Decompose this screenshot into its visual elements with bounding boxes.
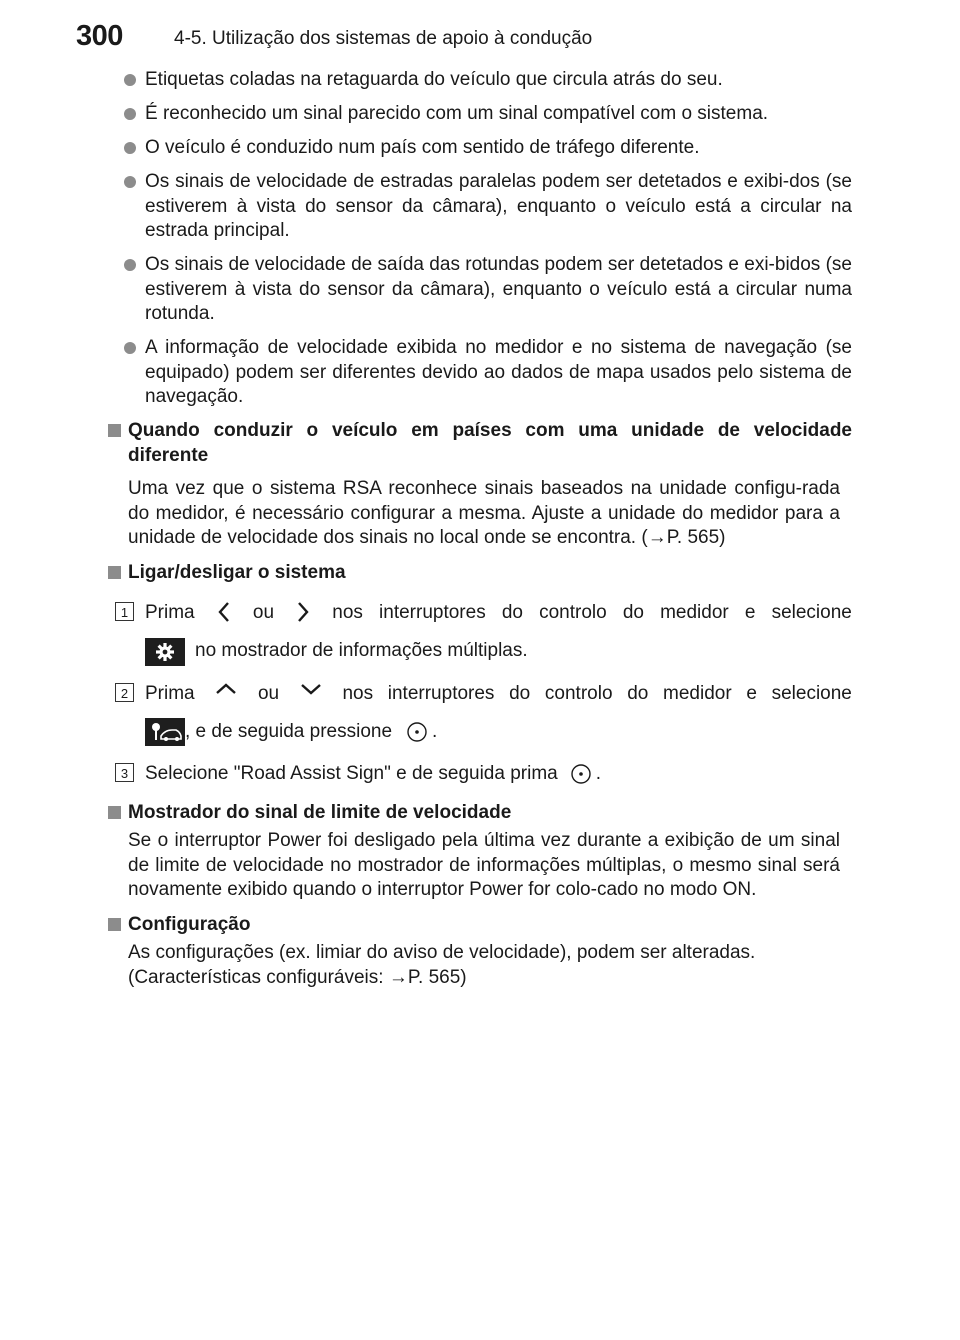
section-marker-icon xyxy=(108,424,121,437)
section-speed-unit xyxy=(106,419,852,551)
section-heading: Configuração xyxy=(106,913,852,938)
chevron-down-icon xyxy=(300,682,322,696)
list-item: Etiquetas coladas na retaguarda do veículo que circula atrás do seu. xyxy=(106,68,852,93)
section-marker-icon xyxy=(108,806,121,819)
step-1 xyxy=(106,601,852,666)
section-marker-icon xyxy=(108,918,121,931)
section-body: Uma vez que o sistema RSA reconhece sinais baseados na unidade configu-rada do medidor, é necessário configurar a mesma. Ajuste a unidade do medidor para a unidade de velocidade dos sinais no local onde se encontra. (→P. 565) xyxy=(128,478,840,548)
chevron-right-icon xyxy=(296,601,310,623)
ok-button-icon xyxy=(570,763,592,785)
bullet-icon xyxy=(124,176,136,188)
list-item: Os sinais de velocidade de estradas paralelas podem ser detetados e exibi-dos (se estiverem à vista do sensor da câmara), enquanto o veículo está a circular na estrada principal. xyxy=(106,170,852,244)
chevron-up-icon xyxy=(215,682,237,696)
list-item: A informação de velocidade exibida no medidor e no sistema de navegação (se equipado) podem ser diferentes devido ao dados de mapa usados pelo sistema de navegação. xyxy=(106,336,852,410)
bullet-icon xyxy=(124,108,136,120)
section-heading: Ligar/desligar o sistema xyxy=(106,561,852,586)
bullet-icon xyxy=(124,259,136,271)
step-3 xyxy=(106,762,852,787)
section-on-off xyxy=(106,561,852,787)
page-number: 300 xyxy=(76,20,123,52)
ok-button-icon xyxy=(406,721,428,743)
bullet-icon xyxy=(124,142,136,154)
chapter-title: 4-5. Utilização dos sistemas de apoio à condução xyxy=(174,28,593,49)
chevron-left-icon xyxy=(217,601,231,623)
section-limit-display xyxy=(106,801,852,903)
step-line: Prima ou nos interruptores do controlo do medidor e selecione xyxy=(145,602,852,623)
section-heading: Mostrador do sinal de limite de velocidade xyxy=(106,801,852,826)
gear-icon xyxy=(145,638,185,666)
bullet-icon xyxy=(124,342,136,354)
step-2 xyxy=(106,682,852,747)
step-number: 1 xyxy=(115,602,134,621)
page-header xyxy=(76,18,936,62)
step-line: , e de seguida pressione . xyxy=(145,718,852,746)
step-line: Prima ou nos interruptores do controlo do medidor e selecione xyxy=(145,682,852,704)
section-marker-icon xyxy=(108,566,121,579)
car-assist-icon xyxy=(145,718,185,746)
page-content xyxy=(106,68,852,1000)
section-config xyxy=(106,913,852,991)
step-number: 3 xyxy=(115,763,134,782)
step-line: no mostrador de informações múltiplas. xyxy=(145,638,852,666)
step-number: 2 xyxy=(115,683,134,702)
section-body: Se o interruptor Power foi desligado pela última vez durante a exibição de um sinal de limite de velocidade no mostrador de informações múltiplas, o mesmo sinal será novamente exibido quando o interruptor Power for colo-cado no modo ON. xyxy=(128,830,840,900)
step-line: Selecione "Road Assist Sign" e de seguida prima . xyxy=(145,763,602,784)
bullet-icon xyxy=(124,74,136,86)
section-heading: Quando conduzir o veículo em países com uma unidade de velocidade diferente xyxy=(106,419,852,468)
list-item: O veículo é conduzido num país com sentido de tráfego diferente. xyxy=(106,136,852,161)
list-item: Os sinais de velocidade de saída das rotundas podem ser detetados e exi-bidos (se estiverem à vista do sensor da câmara), enquanto o veículo está a circular numa rotunda. xyxy=(106,253,852,327)
list-item: É reconhecido um sinal parecido com um sinal compatível com o sistema. xyxy=(106,102,852,127)
section-body: As configurações (ex. limiar do aviso de velocidade), podem ser alteradas. (Características configuráveis: →P. 565) xyxy=(128,942,756,988)
